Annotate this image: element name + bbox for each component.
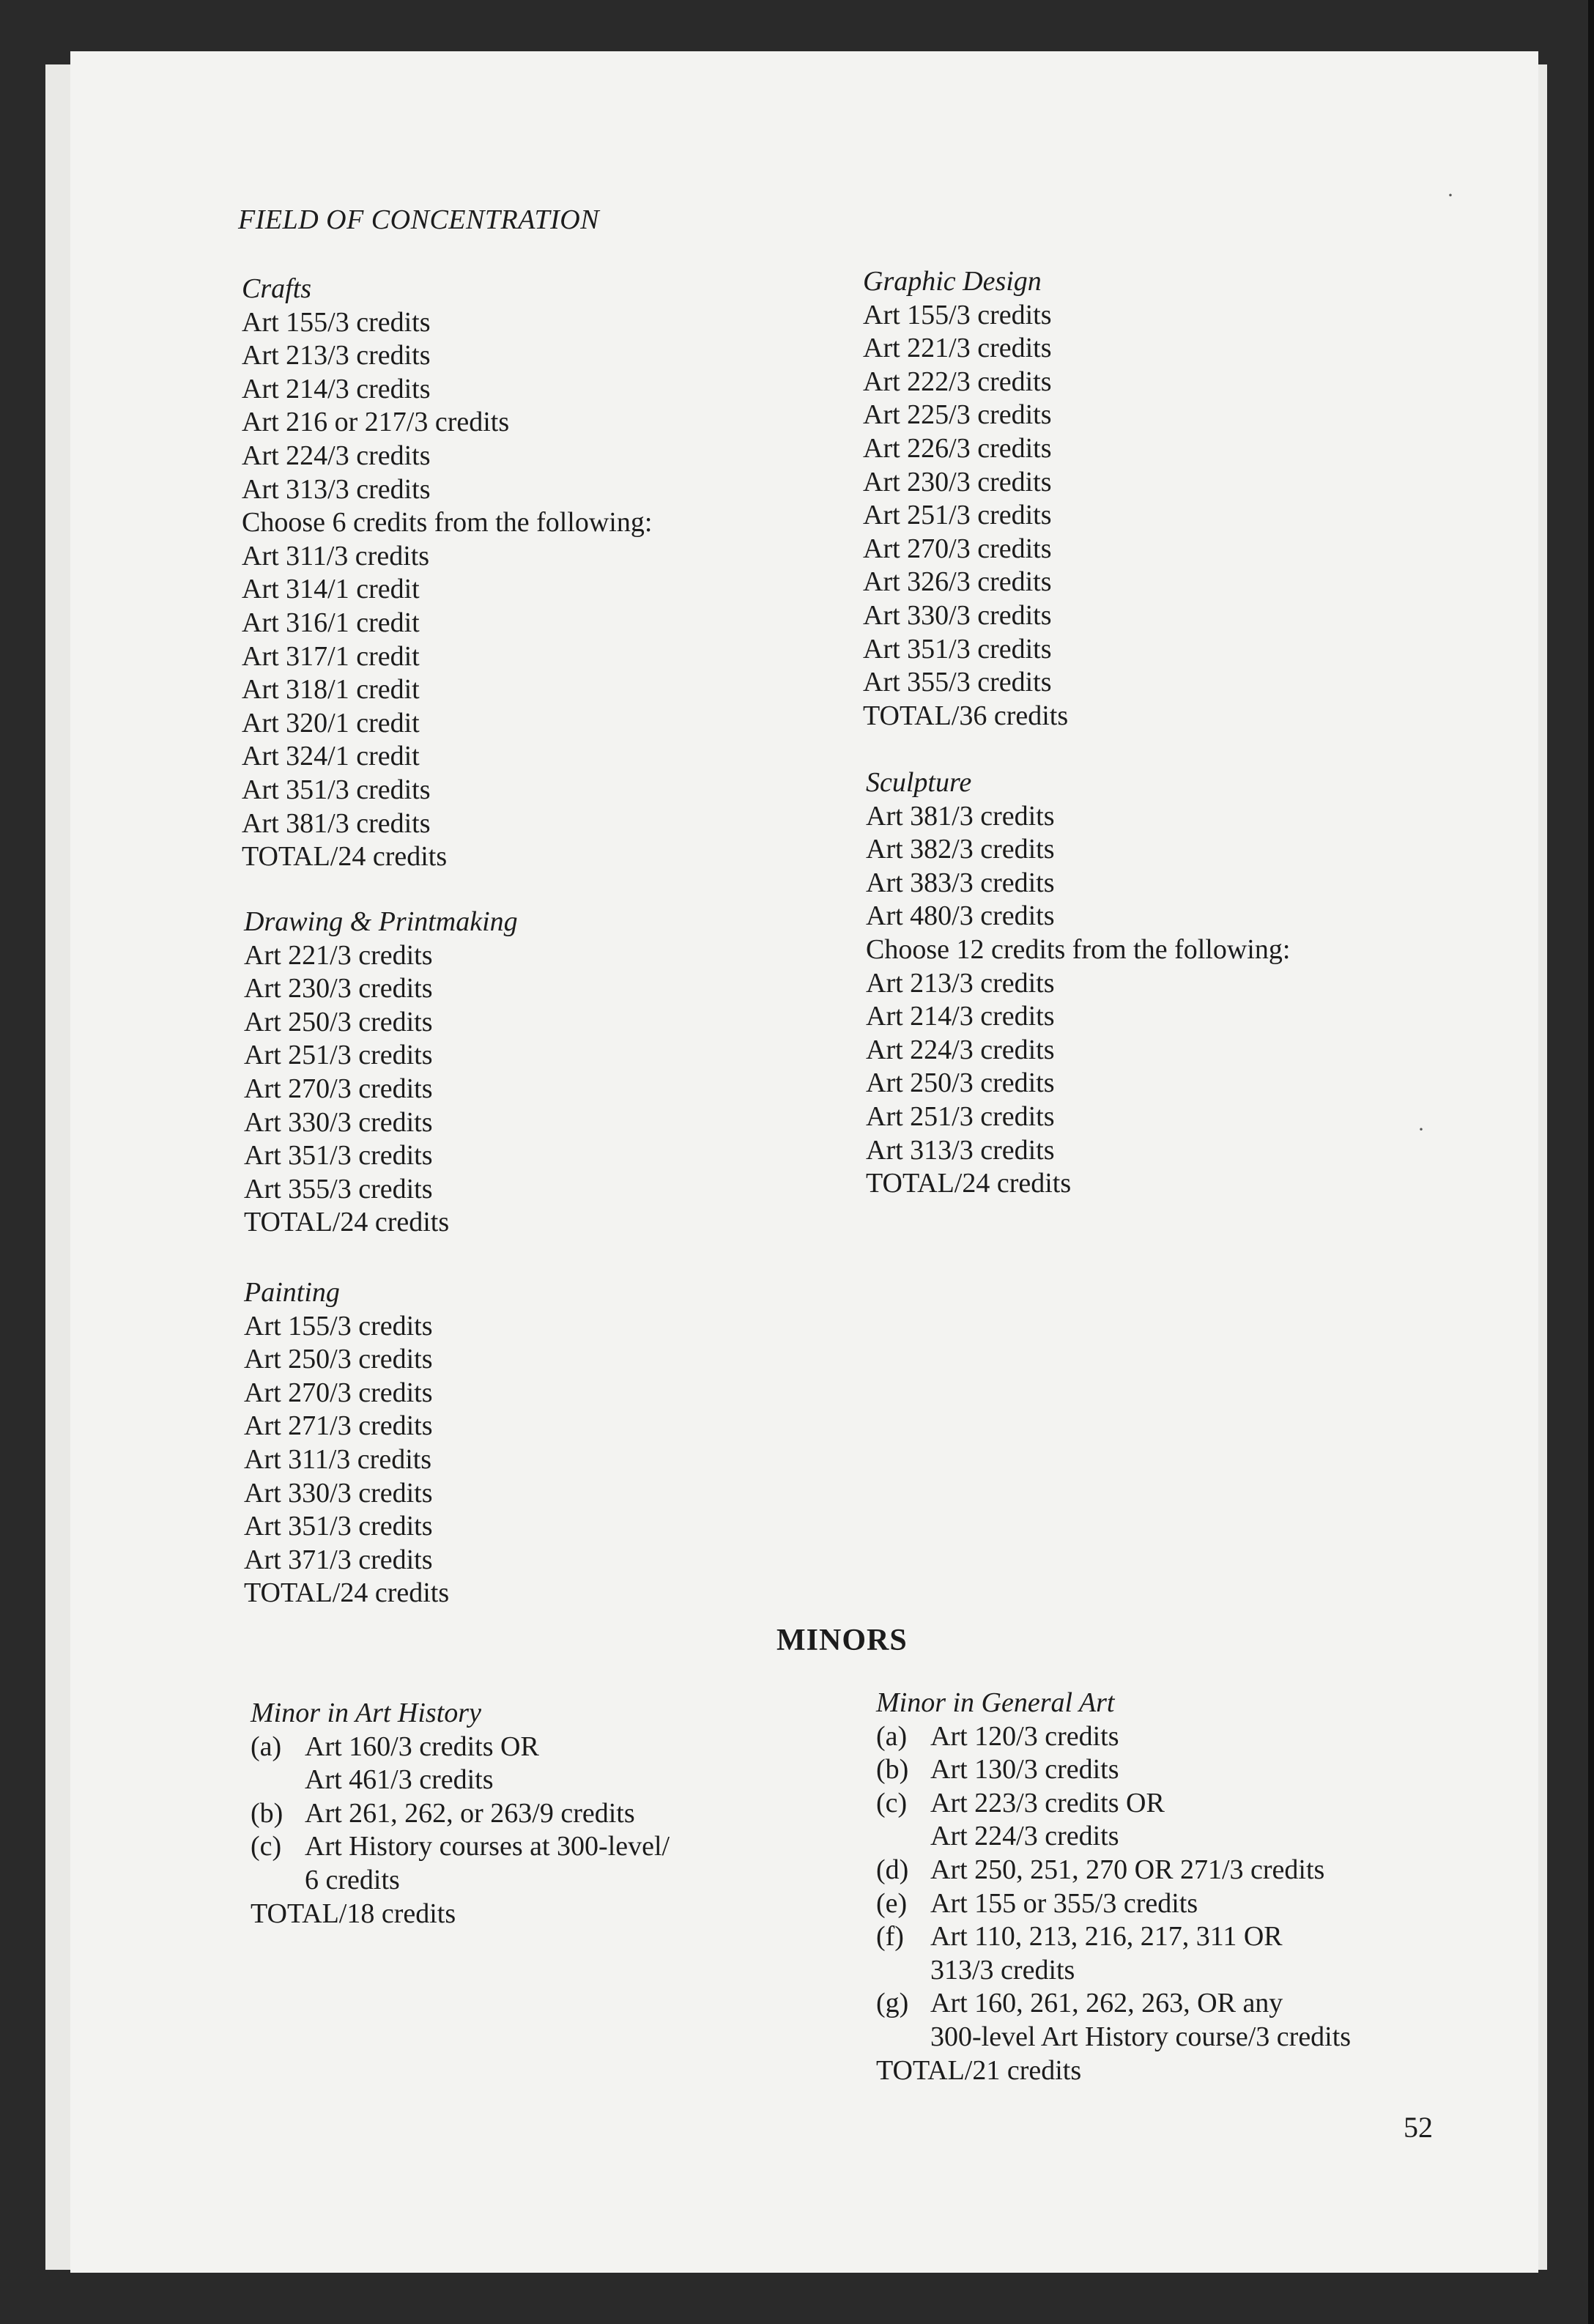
list-item: Art 311/3 credits <box>244 1443 432 1475</box>
list-item: Art 480/3 credits <box>866 900 1055 932</box>
list-item: Art 316/1 credit <box>242 607 420 638</box>
list-item: Art 318/1 credit <box>242 674 420 706</box>
list-item: Art 383/3 credits <box>866 867 1055 898</box>
list-item: Art 250/3 credits <box>244 1006 433 1037</box>
list-item: Art 221/3 credits <box>244 939 433 971</box>
drawing-list <box>244 939 518 1240</box>
list-item: Art 271/3 credits <box>244 1410 433 1442</box>
item-text: Art 224/3 credits <box>930 1821 1119 1852</box>
list-item: Art 214/3 credits <box>242 373 431 404</box>
list-item: Art 270/3 credits <box>244 1377 433 1408</box>
item-text: Art History courses at 300-level/ <box>305 1831 670 1862</box>
list-item: Art 222/3 credits <box>863 366 1052 397</box>
painting-heading: Painting <box>244 1277 340 1308</box>
list-item: Art 351/3 credits <box>242 774 431 805</box>
list-item: Art 311/3 credits <box>242 540 430 571</box>
list-item: Art 251/3 credits <box>863 500 1052 531</box>
list-item <box>251 1797 670 1831</box>
list-item <box>876 1887 1351 1921</box>
list-item: Art 326/3 credits <box>863 566 1052 598</box>
page-number: 52 <box>1404 2111 1433 2144</box>
crafts-section <box>242 273 652 874</box>
sculpture-heading: Sculpture <box>866 767 972 798</box>
item-text: Art 160/3 credits OR <box>305 1731 539 1762</box>
item-text: 300-level Art History course/3 credits <box>930 2021 1352 2052</box>
list-item: Art 314/1 credit <box>242 574 420 605</box>
graphic-list <box>863 299 1068 733</box>
list-item: Art 213/3 credits <box>866 967 1055 999</box>
minor-history-section <box>251 1697 670 1931</box>
list-item: Art 330/3 credits <box>244 1477 433 1509</box>
list-item: Art 226/3 credits <box>863 432 1052 464</box>
list-item: Choose 6 credits from the following: <box>242 507 653 539</box>
list-item: Art 313/3 credits <box>866 1134 1055 1166</box>
minor-general-section <box>876 1687 1351 2087</box>
list-item: Art 355/3 credits <box>863 667 1052 698</box>
list-item <box>876 1920 1351 1987</box>
drawing-section <box>244 906 518 1240</box>
list-item: Art 224/3 credits <box>242 440 431 471</box>
list-item <box>876 1787 1351 1854</box>
item-text: Art 155 or 355/3 credits <box>930 1887 1198 1919</box>
list-item: TOTAL/24 credits <box>242 841 448 873</box>
crafts-heading: Crafts <box>242 273 312 304</box>
list-item: Art 230/3 credits <box>244 973 433 1004</box>
list-item: Art 371/3 credits <box>244 1544 433 1575</box>
list-item: Art 320/1 credit <box>242 707 420 739</box>
item-marker: (f) <box>876 1921 904 1953</box>
list-item <box>251 1830 670 1897</box>
list-item: Art 155/3 credits <box>863 299 1052 330</box>
list-item: Art 382/3 credits <box>866 834 1055 865</box>
item-marker: (g) <box>876 1988 909 2019</box>
list-item: Art 250/3 credits <box>244 1344 433 1375</box>
list-item: Art 221/3 credits <box>863 333 1052 364</box>
list-item: Art 381/3 credits <box>866 800 1055 832</box>
list-item: Art 270/3 credits <box>244 1073 433 1104</box>
item-text: 313/3 credits <box>930 1954 1075 1986</box>
list-item: Art 313/3 credits <box>242 473 431 505</box>
list-item: Art 324/1 credit <box>242 741 420 772</box>
list-item: Art 251/3 credits <box>866 1100 1055 1132</box>
list-item: Art 317/1 credit <box>242 640 420 672</box>
list-item: Art 330/3 credits <box>244 1106 433 1138</box>
list-item <box>876 1987 1351 2054</box>
list-item: Art 250/3 credits <box>866 1067 1055 1099</box>
list-item: Art 351/3 credits <box>244 1511 433 1542</box>
drawing-heading: Drawing & Printmaking <box>244 906 518 937</box>
item-marker: (a) <box>251 1731 282 1762</box>
list-item: Art 230/3 credits <box>863 466 1052 497</box>
list-item: Art 351/3 credits <box>863 633 1052 665</box>
list-item: Art 155/3 credits <box>244 1310 433 1342</box>
minor-general-total: TOTAL/21 credits <box>876 2054 1082 2086</box>
list-item: Art 213/3 credits <box>242 340 431 371</box>
list-item: Art 351/3 credits <box>244 1140 433 1172</box>
minor-history-items <box>251 1731 670 1898</box>
list-item: Art 251/3 credits <box>244 1040 433 1071</box>
list-item: Art 330/3 credits <box>863 599 1052 631</box>
list-item: Art 224/3 credits <box>866 1034 1055 1065</box>
list-item <box>876 1720 1351 1754</box>
book-spine <box>1588 0 1594 2324</box>
list-item: Art 270/3 credits <box>863 533 1052 564</box>
list-item <box>251 1731 670 1797</box>
margin-dot: · <box>1447 183 1454 207</box>
list-item: TOTAL/24 credits <box>866 1168 1072 1199</box>
list-item: TOTAL/24 credits <box>244 1207 450 1238</box>
item-marker: (e) <box>876 1887 908 1919</box>
graphic-heading: Graphic Design <box>863 266 1042 297</box>
item-marker: (c) <box>876 1787 908 1818</box>
painting-section <box>244 1276 449 1610</box>
list-item: Art 216 or 217/3 credits <box>242 407 510 438</box>
item-marker: (a) <box>876 1720 908 1752</box>
list-item <box>876 1753 1351 1787</box>
item-marker: (d) <box>876 1854 909 1885</box>
item-text: Art 120/3 credits <box>930 1720 1119 1752</box>
painting-list <box>244 1310 449 1610</box>
margin-dot: · <box>1417 1117 1425 1141</box>
graphic-section <box>863 265 1068 733</box>
item-marker: (b) <box>251 1797 283 1829</box>
minor-general-items <box>876 1720 1351 2054</box>
item-text: Art 261, 262, or 263/9 credits <box>305 1797 635 1829</box>
item-text: Art 461/3 credits <box>305 1764 494 1796</box>
list-item: Choose 12 credits from the following: <box>866 933 1291 965</box>
list-item: Art 155/3 credits <box>242 306 431 338</box>
item-text: Art 110, 213, 216, 217, 311 OR <box>930 1921 1283 1953</box>
crafts-list <box>242 306 652 874</box>
item-text: 6 credits <box>305 1864 400 1895</box>
minors-heading: MINORS <box>776 1624 908 1657</box>
list-item: Art 214/3 credits <box>866 1001 1055 1032</box>
item-text: Art 130/3 credits <box>930 1754 1119 1785</box>
page-title: FIELD OF CONCENTRATION <box>238 204 600 235</box>
list-item: Art 355/3 credits <box>244 1173 433 1204</box>
list-item: Art 381/3 credits <box>242 807 431 839</box>
item-text: Art 250, 251, 270 OR 271/3 credits <box>930 1854 1325 1885</box>
sculpture-list <box>866 800 1290 1201</box>
item-text: Art 223/3 credits OR <box>930 1787 1165 1818</box>
minor-general-heading: Minor in General Art <box>876 1687 1115 1718</box>
minor-history-heading: Minor in Art History <box>251 1698 481 1728</box>
list-item: TOTAL/24 credits <box>244 1577 450 1609</box>
list-item: Art 225/3 credits <box>863 399 1052 431</box>
sculpture-section <box>866 766 1290 1201</box>
item-marker: (b) <box>876 1754 909 1785</box>
list-item <box>876 1854 1351 1887</box>
item-marker: (c) <box>251 1831 282 1862</box>
list-item: TOTAL/36 credits <box>863 700 1069 731</box>
minor-history-total: TOTAL/18 credits <box>251 1898 456 1929</box>
item-text: Art 160, 261, 262, 263, OR any <box>930 1988 1283 2019</box>
